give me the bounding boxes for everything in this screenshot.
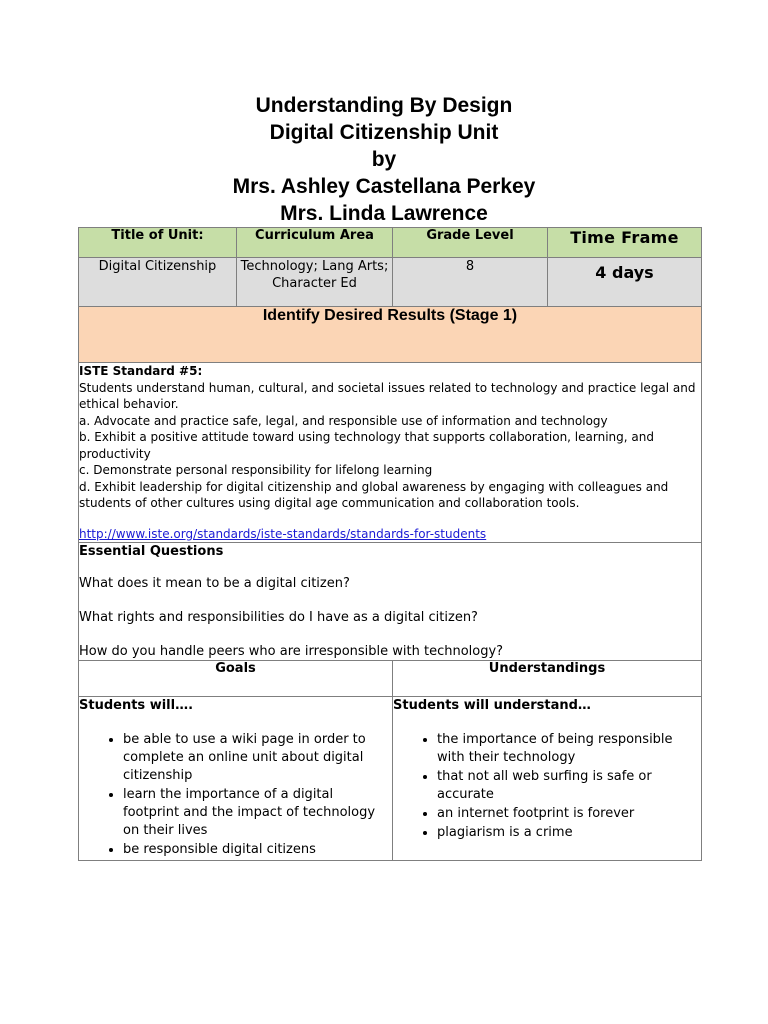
values-row [79,258,702,307]
iste-standard-cell [79,363,702,543]
iste-standards-link[interactable]: http://www.iste.org/standards/iste-standards/standards-for-students [79,526,487,541]
understandings-list [393,731,701,842]
unit-plan-table [78,227,702,861]
author-line-1: Mrs. Ashley Castellana Perkey [232,175,536,198]
header-title-of-unit: Title of Unit: [79,228,237,258]
list-item: • be responsible digital citizens [123,841,392,859]
list-item: • that not all web surfing is safe or accurate [437,768,701,804]
value-time-frame: 4 days [548,258,702,307]
essential-question-1: What does it mean to be a digital citizen? [79,576,350,591]
understandings-heading: Understandings [393,661,702,697]
title-line-2: Digital Citizenship Unit [269,121,499,144]
essential-question-3: How do you handle peers who are irresponsible with technology? [79,644,504,659]
iste-row [79,363,702,543]
iste-label: ISTE Standard #5: [79,364,203,378]
value-curriculum-area: Technology; Lang Arts; Character Ed [237,258,393,307]
header-grade-level: Grade Level [393,228,548,258]
goals-label: Students will…. [79,698,194,713]
stage-heading: Identify Desired Results (Stage 1) [79,307,702,363]
header-row [79,228,702,258]
iste-item-a: a. Advocate and practice safe, legal, and responsible use of information and technology [79,413,608,428]
header-time-frame: Time Frame [548,228,702,258]
list-item: • plagiarism is a crime [437,824,701,842]
title-line-1: Understanding By Design [255,94,513,117]
goals-cell [79,697,393,861]
goals-heading: Goals [79,661,393,697]
iste-item-b: b. Exhibit a positive attitude toward using technology that supports collaboration, learning, and productivity [79,430,654,461]
goals-list [79,731,392,859]
iste-item-d: d. Exhibit leadership for digital citizenship and global awareness by engaging with colleagues and students of other cultures using digital age communication and collaboration tools. [79,479,669,510]
list-item: • be able to use a wiki page in order to complete an online unit about digital citizenship [123,731,392,785]
essential-questions-cell [79,543,702,661]
value-grade-level: 8 [393,258,548,307]
list-item: • learn the importance of a digital footprint and the impact of technology on their lives [123,786,392,840]
value-title-of-unit: Digital Citizenship [79,258,237,307]
document-title [0,92,768,227]
essential-questions-row [79,543,702,661]
understandings-cell [393,697,702,861]
list-item: • an internet footprint is forever [437,805,701,823]
understandings-label: Students will understand… [393,698,591,713]
goals-understandings-row [79,697,702,861]
essential-questions-label: Essential Questions [79,544,224,559]
iste-item-c: c. Demonstrate personal responsibility for lifelong learning [79,463,433,477]
title-line-3: by [371,148,397,171]
header-curriculum-area: Curriculum Area [237,228,393,258]
list-item: • the importance of being responsible with their technology [437,731,701,767]
stage-row [79,307,702,363]
goals-understandings-header-row [79,661,702,697]
iste-intro: Students understand human, cultural, and societal issues related to technology and practice legal and ethical behavior. [79,380,696,411]
author-line-2: Mrs. Linda Lawrence [280,202,488,225]
essential-question-2: What rights and responsibilities do I have as a digital citizen? [79,610,478,625]
